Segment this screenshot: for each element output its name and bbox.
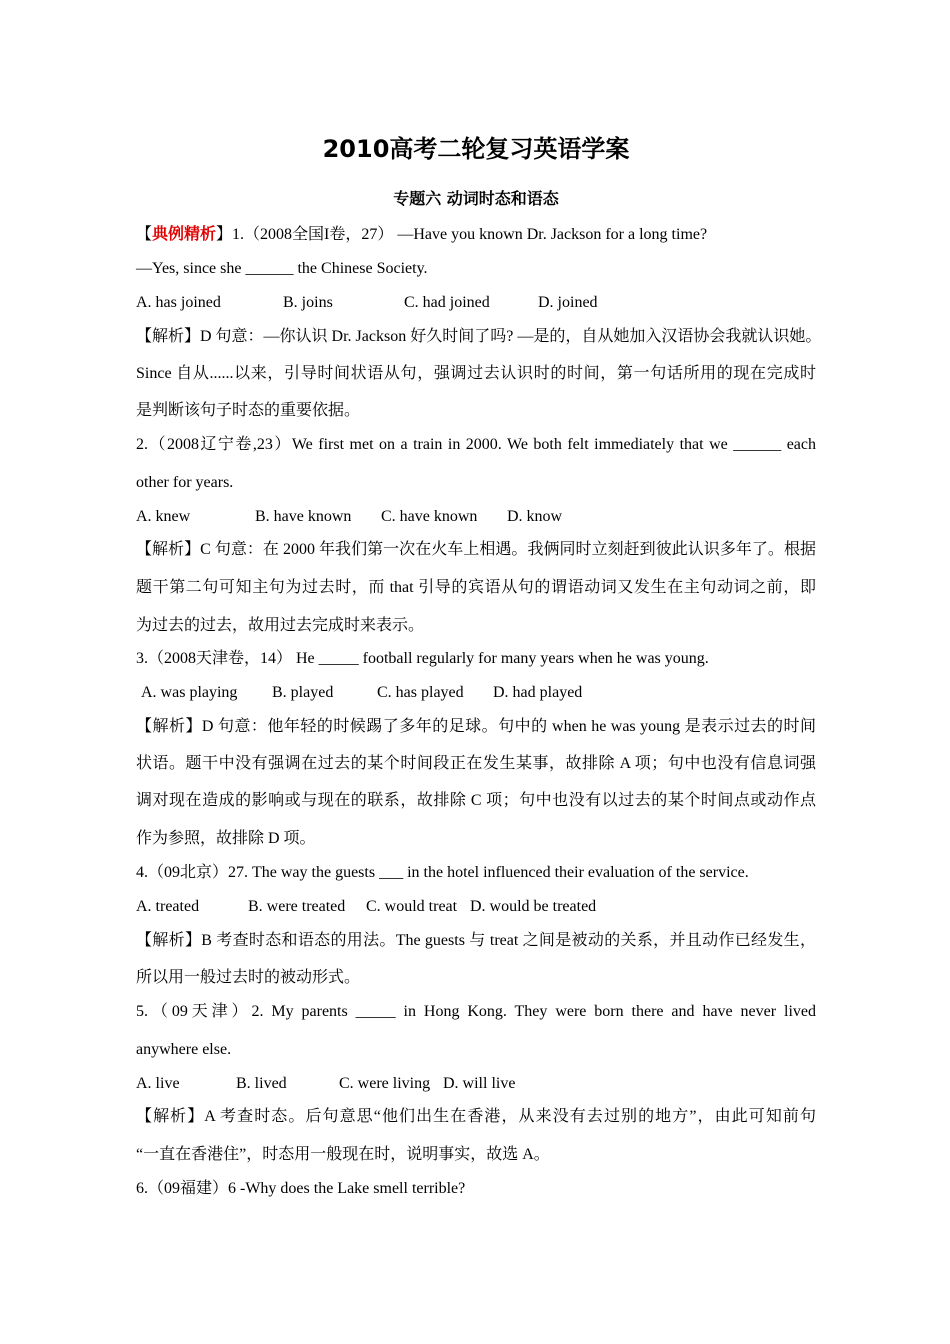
document-title: 2010高考二轮复习英语学案 (322, 135, 630, 163)
q5-explanation-line-2: “一直在香港住”，时态用一般现在时，说明事实，故选 A。 (136, 1146, 550, 1163)
q1-stem-line-1 (136, 224, 816, 246)
q3-explanation-line-4: 作为参照，故排除 D 项。 (136, 830, 316, 847)
q5-explanation-line-1: 【解析】A 考查时态。后句意思“他们出生在香港，从来没有去过别的地方”，由此可知前句 (136, 1108, 816, 1125)
q2-options (136, 506, 816, 528)
q1-explanation-line-2: Since 自从......以来，引导时间状语从句，强调过去认识时的时间，第一句话所用的现在完成时 (136, 365, 816, 382)
q5-options (136, 1073, 816, 1095)
q1-stem-line-2: —Yes, since she ______ the Chinese Society. (136, 260, 428, 277)
q1-option-a: A. has joined (136, 294, 221, 311)
q5-option-a: A. live (136, 1075, 180, 1092)
q2-explanation-line-3: 为过去的过去，故用过去完成时来表示。 (136, 617, 425, 634)
q5-option-d: D. will live (443, 1075, 516, 1092)
q1-option-c: C. had joined (404, 294, 490, 311)
q3-option-d: D. had played (493, 684, 583, 701)
q2-explanation-line-2: 题干第二句可知主句为过去时，而 that 引导的宾语从句的谓语动词又发生在主句动词之前，即 (136, 579, 816, 596)
q3-option-b: B. played (272, 684, 334, 701)
q1-stem-text: 1.（2008全国I卷，27） —Have you known Dr. Jackson for a long time? (232, 226, 708, 243)
q4-explanation-line-1: 【解析】B 考查时态和语态的用法。The guests 与 treat 之间是被动的关系，并且动作已经发生， (136, 932, 816, 949)
q1-explanation-line-1: 【解析】D 句意：—你认识 Dr. Jackson 好久时间了吗? —是的，自从她加入汉语协会我就认识她。 (136, 328, 822, 345)
q1-explanation-line-3: 是判断该句子时态的重要依据。 (136, 402, 361, 419)
q4-option-a: A. treated (136, 898, 200, 915)
q4-explanation-line-2: 所以用一般过去时的被动形式。 (136, 969, 361, 986)
q1-option-d: D. joined (538, 294, 598, 311)
q2-stem-line-2: other for years. (136, 474, 234, 491)
q2-option-b: B. have known (255, 508, 352, 525)
q4-options (136, 896, 816, 918)
q4-stem-line-1: 4.（09北京）27. The way the guests ___ in the hotel influenced their evaluation of the service. (136, 864, 749, 881)
q5-stem-line-2: anywhere else. (136, 1041, 232, 1058)
q1-options (136, 292, 816, 314)
q2-stem-line-1: 2.（2008辽宁卷,23）We first met on a train in 2000. We both felt immediately that we ______ each (136, 436, 816, 453)
q2-option-d: D. know (507, 508, 563, 525)
document-subtitle: 专题六 动词时态和语态 (393, 189, 559, 208)
q3-explanation-line-2: 状语。题干中没有强调在过去的某个时间段正在发生某事，故排除 A 项；句中也没有信息词强 (136, 755, 816, 772)
q3-option-c: C. has played (377, 684, 464, 701)
q1-option-b: B. joins (283, 294, 333, 311)
q3-options (136, 682, 821, 704)
q6-stem-line-1: 6.（09福建）6 -Why does the Lake smell terrible? (136, 1180, 466, 1197)
q3-explanation-line-3: 调对现在造成的影响或与现在的联系，故排除 C 项；句中也没有以过去的某个时间点或动作点 (136, 792, 816, 809)
q1-bracket-open: 【 (136, 226, 153, 243)
q4-option-d: D. would be treated (470, 898, 597, 915)
q4-option-c: C. would treat (366, 898, 458, 915)
q2-option-c: C. have known (381, 508, 478, 525)
q5-option-b: B. lived (236, 1075, 287, 1092)
q5-stem-line-1: 5.（09天津）2. My parents _____ in Hong Kong. They were born there and have never lived (136, 1003, 816, 1020)
q1-bracket-close: 】 (216, 226, 233, 243)
q2-option-a: A. knew (136, 508, 191, 525)
q3-explanation-line-1: 【解析】D 句意：他年轻的时候踢了多年的足球。句中的 when he was young 是表示过去的时间 (136, 718, 816, 735)
q3-stem-line-1: 3.（2008天津卷，14） He _____ football regularly for many years when he was young. (136, 650, 709, 667)
q4-option-b: B. were treated (248, 898, 346, 915)
q3-option-a: A. was playing (141, 684, 238, 701)
q2-explanation-line-1: 【解析】C 句意：在 2000 年我们第一次在火车上相遇。我俩同时立刻赶到彼此认识多年了。根据 (136, 541, 816, 558)
section-tag: 典例精析 (152, 226, 217, 243)
q5-option-c: C. were living (339, 1075, 431, 1092)
